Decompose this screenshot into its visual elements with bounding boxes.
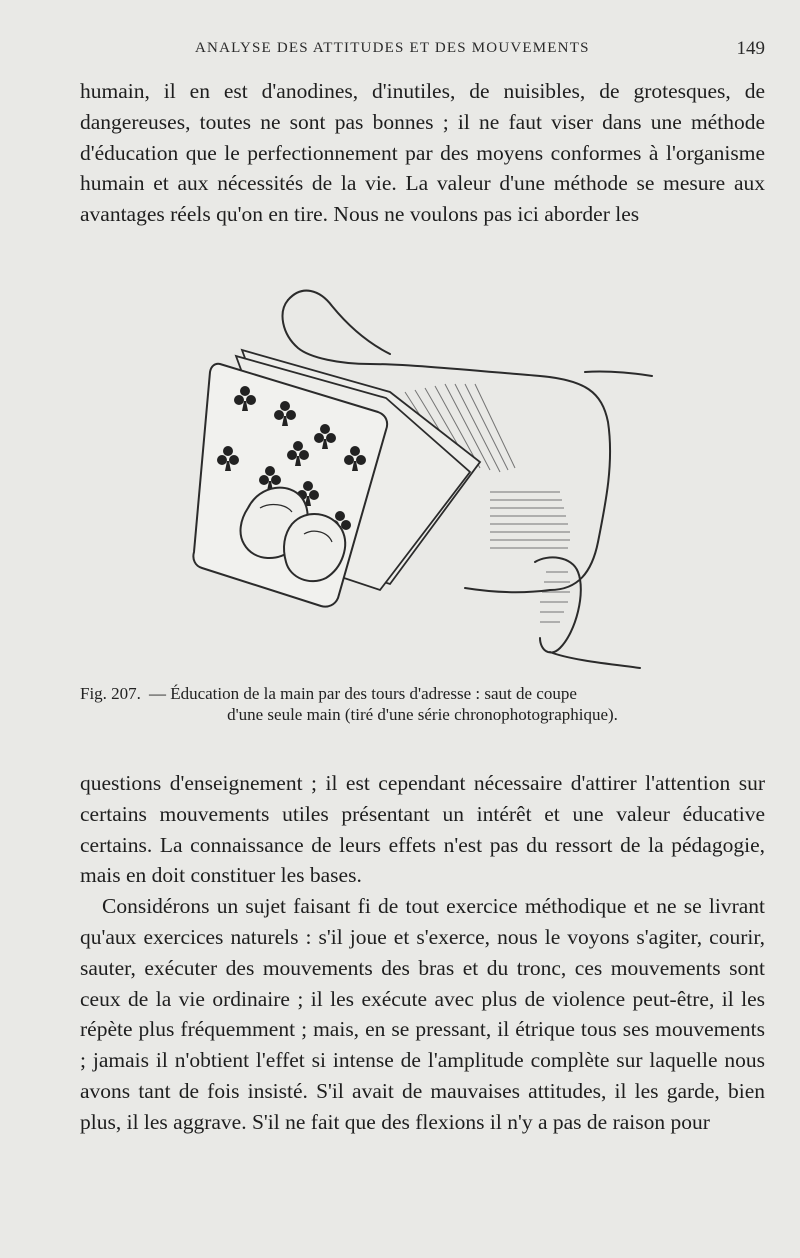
page-header xyxy=(80,38,765,62)
page-number: 149 xyxy=(736,38,765,59)
running-head: ANALYSE DES ATTITUDES ET DES MOUVEMENTS xyxy=(195,40,590,56)
top-text xyxy=(80,76,765,230)
paragraph-1: questions d'enseignement ; il est cependant nécessaire d'attirer l'attention sur certains mouvements utiles présentant un intérêt et une valeur éducative certains. La connaissance de leurs effets n'est pas du ressort de la pédagogie, mais en doit constituer les bases. xyxy=(80,771,765,888)
figure-label: Fig. 207. xyxy=(80,684,141,703)
figure-illustration xyxy=(190,272,660,672)
caption-text-1: — Éducation de la main par des tours d'adresse : saut de coupe xyxy=(148,684,577,703)
body-text xyxy=(80,768,765,1138)
hand-with-cards-engraving xyxy=(190,272,660,672)
top-paragraph: humain, il en est d'anodines, d'inutiles, de nuisibles, de grotesques, de dangereuses, toutes ne sont pas bonnes ; il ne faut viser dans une méthode d'éducation que le perfectionnement par des moyens conformes à l'organisme humain et aux nécessités de la vie. La valeur d'une méthode se mesure aux avantages réels qu'on en tire. Nous ne voulons pas ici aborder les xyxy=(80,79,765,227)
figure-caption xyxy=(80,683,765,725)
caption-line-1 xyxy=(80,683,765,704)
caption-line-2: d'une seule main (tiré d'une série chronophotographique). xyxy=(227,705,618,724)
paragraph-2: Considérons un sujet faisant fi de tout exercice méthodique et ne se livrant qu'aux exercices naturels : s'il joue et s'exerce, nous le voyons s'agiter, courir, sauter, exécuter des mouvements des bras et du tronc, ces mouvements sont ceux de la vie ordinaire ; il les exécute avec plus de violence peut-être, il les répète plus fréquemment ; mais, en se pressant, il étrique tous ses mouvements ; jamais il n'obtient l'effet si intense de l'amplitude complète sur laquelle nous avons tant de fois insisté. S'il avait de mauvaises attitudes, il les garde, bien plus, il les aggrave. S'il ne fait que des flexions il n'y a pas de raison pour xyxy=(80,894,765,1134)
